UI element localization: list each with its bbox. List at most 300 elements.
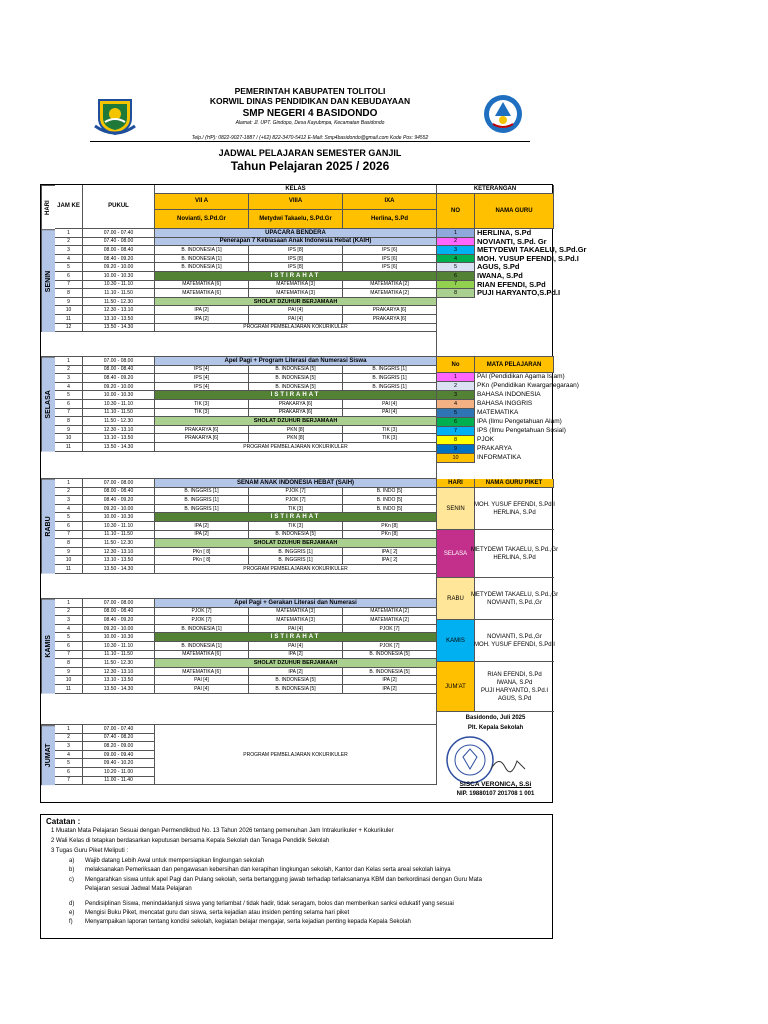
teacher-no: 4	[437, 255, 475, 264]
period-number: 4	[55, 505, 83, 514]
lesson-cell: TIK [3]	[343, 434, 437, 443]
period-time: 10.30 - 11.10	[83, 642, 155, 651]
period-time: 08.00 - 08.40	[83, 488, 155, 497]
piket-teacher: NOVIANTI, S.Pd.,Gr	[487, 633, 542, 640]
lesson-cell: PRAKARYA [6]	[249, 400, 343, 409]
piket-names	[470, 530, 559, 578]
period-time: 08.40 - 09.20	[83, 374, 155, 383]
lesson-cell: IPS [8]	[249, 263, 343, 272]
period-time: 13.10 - 13.50	[83, 676, 155, 685]
note-sub-item: Pendisiplinan Siswa, menindaklanjuti siswa yang terlambat / tidak hadir, tidak seragam, bolos dan memberikan sanksi edukatif yang sesuai	[85, 901, 454, 907]
lesson-cell: B. INGGRIS [1]	[155, 488, 249, 497]
schedule-span-row: ISTIRAHAT	[155, 633, 437, 642]
lesson-cell: B. INDONESIA [5]	[249, 685, 343, 694]
kelas-header: KELAS	[155, 185, 437, 194]
lesson-cell: MATEMATIKA [3]	[249, 616, 343, 625]
period-number: 11	[55, 443, 83, 452]
schedule-span-row: Apel Pagi + Gerakan Literasi dan Numerasi	[155, 599, 437, 608]
lesson-cell: B. INDO [5]	[343, 505, 437, 514]
lesson-cell: PJOK [7]	[343, 642, 437, 651]
government-line: PEMERINTAH KABUPATEN TOLITOLI	[234, 86, 386, 96]
period-time: 10.00 - 10.30	[83, 391, 155, 400]
period-number: 10	[55, 434, 83, 443]
period-time: 11.50 - 12.30	[83, 298, 155, 307]
lesson-cell: IPA [2]	[155, 315, 249, 324]
period-time: 08.40 - 09.20	[83, 255, 155, 264]
lesson-cell: TIK [3]	[249, 505, 343, 514]
lesson-cell: IPS [8]	[249, 255, 343, 264]
lesson-cell: PRAKARYA [6]	[155, 426, 249, 435]
lesson-cell: B. INGGRIS [1]	[249, 556, 343, 565]
period-time: 13.50 - 14.30	[83, 685, 155, 694]
lesson-cell: B. INDONESIA [1]	[155, 642, 249, 651]
day-label-jumat: JUMAT	[41, 725, 55, 785]
teacher-name: NOVIANTI, S.Pd. Gr	[477, 236, 547, 246]
day-separator	[41, 332, 437, 357]
piket-names	[475, 620, 554, 662]
period-number: 2	[55, 488, 83, 497]
period-number: 1	[55, 479, 83, 488]
subject-name: IPA (Ilmu Pengetahuan Alam)	[477, 418, 562, 425]
friday-program: PROGRAM PEMBELAJARAN KOKURIKULER	[155, 725, 437, 785]
period-time: 08.40 - 09.20	[83, 496, 155, 505]
piket-teacher: METYDEWI TAKAELU, S.Pd.,Gr	[470, 546, 559, 553]
notes-title: Catatan :	[46, 817, 81, 826]
period-number: 7	[55, 777, 83, 786]
lesson-cell: B. INDONESIA [5]	[249, 383, 343, 392]
day-separator	[41, 574, 437, 599]
schedule-span-row: UPACARA BENDERA	[155, 229, 437, 238]
schedule-span-row: PROGRAM PEMBELAJARAN KOKURIKULER	[155, 324, 437, 333]
teacher-name: AGUS, S.Pd	[477, 262, 520, 272]
note-sub-item: melaksanakan Pemeriksaan dan pengawasan kebersihan dan kerapihan lingkungan sekolah, Kantor dan Kelas serta areal sekolah lainya	[85, 867, 451, 873]
piket-teacher: NOVIANTI, S.Pd.,Gr	[487, 599, 542, 606]
period-number: 1	[55, 725, 83, 734]
lesson-cell: PKn [ 8]	[155, 548, 249, 557]
lesson-cell: PAI [4]	[343, 400, 437, 409]
teacher-name: RIAN EFENDI, S.Pd	[477, 279, 546, 289]
period-number: 10	[55, 306, 83, 315]
subject-name: INFORMATIKA	[477, 454, 521, 461]
note-sub-item: Menyampaikan laporan tentang kondisi sekolah, kegiatan belajar mengajar, serta kejadian penting kepada Kepala Sekolah	[85, 919, 411, 925]
note-sub-letter: e)	[69, 910, 75, 916]
lesson-cell: B. INDONESIA [1]	[155, 246, 249, 255]
schedule-span-row: ISTIRAHAT	[155, 513, 437, 522]
homeroom-teacher-1: Novianti, S.Pd.Gr	[155, 210, 249, 229]
class-name-2: VIIIA	[249, 194, 343, 210]
period-number: 7	[55, 281, 83, 290]
period-number: 10	[55, 676, 83, 685]
piket-teacher: HERLINA, S.Pd	[493, 509, 536, 516]
note-sub-item: Mengarahkan siswa untuk apel Pagi dan Pulang sekolah, serta bertanggung jawab terhadap terlaksananya KBM dan berkordinasi dengan Guru Mata	[85, 877, 482, 883]
note-item: 1 Muatan Mata Pelajaran Sesuai dengan Permendikbud No. 13 Tahun 2026 tentang pemenuhan Jam Intrakurikuler + Kokurikuler	[51, 828, 394, 834]
period-time: 08.40 - 09.20	[83, 616, 155, 625]
period-number: 9	[55, 668, 83, 677]
letterhead	[90, 86, 530, 142]
period-time: 07.00 - 07.40	[83, 725, 155, 734]
period-number: 2	[55, 366, 83, 375]
period-number: 8	[55, 417, 83, 426]
teacher-no: 1	[437, 229, 475, 238]
signature-scribble-icon	[489, 753, 529, 773]
day-separator	[41, 694, 437, 725]
period-time: 07.40 - 08.00	[83, 238, 155, 247]
period-number: 8	[55, 539, 83, 548]
piket-names	[475, 488, 554, 530]
schedule-span-row: SHOLAT DZUHUR BERJAMAAH	[155, 659, 437, 668]
teacher-name: PUJI HARYANTO,S.Pd.I	[477, 288, 561, 298]
period-time: 07.00 - 07.40	[83, 229, 155, 238]
col-pukul-header: PUKUL	[83, 185, 155, 229]
period-time: 09.20 - 10.00	[83, 383, 155, 392]
subject-name: PAI (Pendidikan Agama Islam)	[477, 373, 565, 380]
note-item: 2 Wali Kelas di tetapkan berdasarkan keputusan bersama Kepala Sekolah dan Tenaga Pendidik Sekolah	[51, 838, 330, 844]
period-number: 3	[55, 374, 83, 383]
teacher-legend-blank	[437, 298, 554, 357]
lesson-cell: PJOK [7]	[249, 488, 343, 497]
teacher-name: METYDEWI TAKAELU, S.Pd.Gr	[477, 245, 587, 255]
subject-name: BAHASA INDONESIA	[477, 391, 541, 398]
period-time: 11.00 - 11.40	[83, 777, 155, 786]
header-divider	[90, 141, 530, 142]
period-number: 11	[55, 565, 83, 574]
subject-no: 4	[437, 400, 475, 409]
period-time: 10.30 - 11.10	[83, 400, 155, 409]
subject-name-header: MATA PELAJARAN	[475, 357, 554, 373]
lesson-cell: IPS [4]	[155, 383, 249, 392]
day-separator	[41, 452, 437, 479]
period-number: 7	[55, 531, 83, 540]
official-stamp-icon	[445, 735, 495, 785]
teacher-no: 5	[437, 263, 475, 272]
school-name: SMP NEGERI 4 BASIDONDO	[242, 108, 378, 119]
period-number: 9	[55, 298, 83, 307]
class-name-3: IXA	[343, 194, 437, 210]
period-number: 12	[55, 324, 83, 333]
period-time: 08.00 - 08.40	[83, 246, 155, 255]
col-hari-header: HARI	[41, 185, 55, 229]
lesson-cell: PJOK [7]	[343, 625, 437, 634]
teacher-no-header: NO	[437, 194, 475, 229]
lesson-cell: MATEMATIKA [6]	[155, 281, 249, 290]
period-number: 5	[55, 391, 83, 400]
subject-no: 6	[437, 418, 475, 427]
lesson-cell: B. INDONESIA [5]	[343, 668, 437, 677]
lesson-cell: TIK [3]	[343, 426, 437, 435]
period-time: 13.10 - 13.50	[83, 434, 155, 443]
piket-teacher: RIAN EFENDI, S.Pd	[487, 671, 542, 678]
teacher-no: 3	[437, 246, 475, 255]
note-sub-letter: c)	[69, 877, 74, 883]
lesson-cell: TIK [3]	[249, 522, 343, 531]
period-time: 09.00 - 09.40	[83, 751, 155, 760]
note-sub-letter: a)	[69, 858, 75, 864]
lesson-cell: MATEMATIKA [2]	[343, 281, 437, 290]
schedule-span-row: ISTIRAHAT	[155, 391, 437, 400]
note-sub-letter: d)	[69, 901, 75, 907]
period-time: 10.00 - 10.30	[83, 633, 155, 642]
period-number: 6	[55, 272, 83, 281]
teacher-name: HERLINA, S.Pd	[477, 228, 532, 237]
piket-teacher: HERLINA, S.Pd	[493, 554, 536, 561]
period-time: 13.50 - 14.30	[83, 324, 155, 333]
schedule-span-row: SHOLAT DZUHUR BERJAMAAH	[155, 417, 437, 426]
period-number: 6	[55, 400, 83, 409]
period-time: 10.00 - 10.30	[83, 513, 155, 522]
lesson-cell: IPS [4]	[155, 374, 249, 383]
subject-no: 3	[437, 391, 475, 400]
period-number: 11	[55, 315, 83, 324]
period-number: 8	[55, 659, 83, 668]
piket-names	[470, 578, 559, 620]
period-number: 10	[55, 556, 83, 565]
subject-no-header: No	[437, 357, 475, 373]
period-time: 11.50 - 12.30	[83, 659, 155, 668]
lesson-cell: PKN [8]	[249, 434, 343, 443]
lesson-cell: PJOK [7]	[155, 608, 249, 617]
subject-name: IPS (Ilmu Pengetahuan Sosial)	[477, 427, 566, 434]
lesson-cell: IPA [ 2]	[343, 548, 437, 557]
period-time: 10.30 - 11.10	[83, 522, 155, 531]
lesson-cell: B. INDONESIA [1]	[155, 263, 249, 272]
lesson-cell: MATEMATIKA [3]	[249, 281, 343, 290]
period-time: 12.30 - 13.10	[83, 668, 155, 677]
period-time: 13.10 - 13.50	[83, 556, 155, 565]
lesson-cell: MATEMATIKA [3]	[249, 289, 343, 298]
piket-teacher: IWANA, S.Pd	[496, 679, 533, 686]
period-number: 6	[55, 768, 83, 777]
subject-name: PJOK	[477, 436, 494, 443]
lesson-cell: IPA [2]	[155, 522, 249, 531]
note-sub-item: Wajib datang Lebih Awal untuk mempersiapkan lingkungan sekolah	[85, 858, 265, 864]
period-number: 5	[55, 263, 83, 272]
lesson-cell: MATEMATIKA [6]	[155, 651, 249, 660]
lesson-cell: TIK [3]	[155, 400, 249, 409]
lesson-cell: PAI [4]	[343, 409, 437, 418]
academic-year: Tahun Pelajaran 2025 / 2026	[230, 159, 390, 173]
piket-day: SENIN	[437, 488, 475, 530]
day-label-senin: SENIN	[41, 229, 55, 332]
lesson-cell: PRAKARYA [6]	[343, 306, 437, 315]
piket-day-header: HARI	[437, 479, 475, 488]
period-number: 7	[55, 409, 83, 418]
teacher-no: 2	[437, 238, 475, 247]
teacher-name-header: NAMA GURU	[475, 194, 554, 229]
school-address: Alamat: Jl. UPT. Gindopo, Desa Kayubmpa, Kecamatan Basidondo	[235, 120, 385, 126]
lesson-cell: MATEMATIKA [2]	[343, 616, 437, 625]
period-number: 4	[55, 751, 83, 760]
lesson-cell: PAI [4]	[155, 685, 249, 694]
teacher-name: IWANA, S.Pd	[477, 271, 523, 280]
lesson-cell: PAI [4]	[155, 676, 249, 685]
lesson-cell: PAI [4]	[249, 642, 343, 651]
period-number: 11	[55, 685, 83, 694]
col-jam-header: JAM KE	[55, 185, 83, 229]
office-line: KORWIL DINAS PENDIDIKAN DAN KEBUDAYAAN	[209, 96, 411, 106]
lesson-cell: IPA [ 2]	[343, 556, 437, 565]
lesson-cell: PAI [4]	[249, 306, 343, 315]
subject-no: 10	[437, 454, 475, 463]
period-number: 2	[55, 238, 83, 247]
period-number: 5	[55, 513, 83, 522]
period-number: 3	[55, 496, 83, 505]
period-number: 4	[55, 383, 83, 392]
schedule-span-row: Apel Pagi + Program Literasi dan Numerasi Siswa	[155, 357, 437, 366]
period-number: 8	[55, 289, 83, 298]
subject-name: PKn (Pendidikan Kwarganegaraan)	[477, 382, 579, 389]
homeroom-teacher-2: Metydwi Takaelu, S.Pd.Gr	[249, 210, 343, 229]
period-number: 4	[55, 625, 83, 634]
period-time: 09.20 - 10.00	[83, 625, 155, 634]
piket-teacher: MOH. YUSUF EFENDI, S.Pd.I	[474, 641, 555, 648]
lesson-cell: PRAKARYA [6]	[343, 315, 437, 324]
period-number: 5	[55, 759, 83, 768]
period-time: 12.30 - 13.10	[83, 426, 155, 435]
lesson-cell: MATEMATIKA [6]	[155, 668, 249, 677]
lesson-cell: B. INDONESIA [5]	[343, 651, 437, 660]
schedule-span-row: SENAM ANAK INDONESIA HEBAT (SAIH)	[155, 479, 437, 488]
lesson-cell: B. INGGRIS [1]	[343, 383, 437, 392]
lesson-cell: B. INGGRIS [1]	[249, 548, 343, 557]
lesson-cell: PKn [8]	[343, 531, 437, 540]
period-number: 1	[55, 229, 83, 238]
keterangan-header: KETERANGAN	[437, 185, 554, 194]
note-sub-letter: f)	[69, 919, 73, 925]
subject-no: 8	[437, 436, 475, 445]
period-time: 11.50 - 12.30	[83, 539, 155, 548]
schedule-span-row: SHOLAT DZUHUR BERJAMAAH	[155, 298, 437, 307]
period-time: 13.10 - 13.50	[83, 315, 155, 324]
subject-no: 9	[437, 445, 475, 454]
schedule-title: JADWAL PELAJARAN SEMESTER GANJIL	[218, 148, 402, 158]
period-time: 11.10 - 11.50	[83, 531, 155, 540]
piket-teacher: PUJI HARYANTO, S.Pd.I	[480, 687, 549, 694]
lesson-cell: B. INDO [5]	[343, 488, 437, 497]
period-time: 10.30 - 11.10	[83, 281, 155, 290]
note-sub-item: Mengisi Buku Piket, mencatat guru dan siswa, serta kejadian atau insiden penting selama hari piket	[85, 910, 350, 916]
period-time: 07.40 - 08.20	[83, 734, 155, 743]
lesson-cell: PJOK [7]	[249, 496, 343, 505]
schedule-span-row: ISTIRAHAT	[155, 272, 437, 281]
lesson-cell: MATEMATIKA [6]	[155, 289, 249, 298]
lesson-cell: B. INGGRIS [1]	[343, 366, 437, 375]
subject-no: 7	[437, 427, 475, 436]
schedule-span-row: Penerapan 7 Kebiasaan Anak Indonesia Hebat (KAIH)	[155, 238, 437, 247]
period-number: 5	[55, 633, 83, 642]
period-time: 12.30 - 13.10	[83, 548, 155, 557]
piket-names	[475, 662, 554, 712]
day-label-rabu: RABU	[41, 479, 55, 574]
period-number: 6	[55, 642, 83, 651]
note-item: 3 Tugas Guru Piket Meliputi :	[51, 848, 129, 854]
lesson-cell: PJOK [7]	[155, 616, 249, 625]
lesson-cell: MATEMATIKA [3]	[249, 608, 343, 617]
lesson-cell: IPS [6]	[343, 263, 437, 272]
lesson-cell: IPA [2]	[249, 651, 343, 660]
lesson-cell: PRAKARYA [6]	[249, 409, 343, 418]
lesson-cell: B. INGGRIS [1]	[155, 496, 249, 505]
subject-no: 2	[437, 382, 475, 391]
lesson-cell: IPA [2]	[343, 676, 437, 685]
lesson-cell: MATEMATIKA [2]	[343, 289, 437, 298]
lesson-cell: B. INDONESIA [5]	[249, 374, 343, 383]
subject-no: 5	[437, 409, 475, 418]
period-time: 11.50 - 12.30	[83, 417, 155, 426]
period-time: 08.00 - 08.40	[83, 366, 155, 375]
note-sub-letter: b)	[69, 867, 75, 873]
school-contact: Telp./ (HP): 0822-9027-1887 / (+62) 822-3470-5412 E-Mail: Smp4basidondo@gmail.com Kode Pos: 94552	[191, 135, 429, 141]
period-number: 2	[55, 734, 83, 743]
period-time: 10.00 - 10.30	[83, 272, 155, 281]
period-number: 4	[55, 255, 83, 264]
period-number: 3	[55, 742, 83, 751]
lesson-cell: B. INDONESIA [5]	[249, 531, 343, 540]
piket-teacher: METYDEWI TAKAELU, S.Pd.,Gr	[470, 591, 559, 598]
subject-name: PRAKARYA	[477, 445, 512, 452]
lesson-cell: PAI [4]	[249, 315, 343, 324]
period-time: 07.00 - 08.00	[83, 599, 155, 608]
period-number: 7	[55, 651, 83, 660]
period-time: 11.10 - 11.50	[83, 409, 155, 418]
note-sub-item-cont: Pelajaran sesuai Jadwal Mata Pelajaran	[85, 886, 192, 892]
period-time: 07.00 - 08.00	[83, 479, 155, 488]
piket-teacher: AGUS, S.Pd	[497, 695, 532, 702]
lesson-cell: IPA [2]	[343, 685, 437, 694]
piket-day: SELASA	[437, 530, 475, 578]
period-number: 6	[55, 522, 83, 531]
period-number: 3	[55, 616, 83, 625]
period-time: 10.20 - 11.00	[83, 768, 155, 777]
lesson-cell: TIK [3]	[155, 409, 249, 418]
teacher-no: 8	[437, 289, 475, 298]
teacher-no: 7	[437, 281, 475, 290]
lesson-cell: B. INDONESIA [1]	[155, 255, 249, 264]
signatory-name: SISCA VERONICA, S.Si	[459, 781, 532, 788]
period-time: 09.20 - 10.00	[83, 263, 155, 272]
period-number: 2	[55, 608, 83, 617]
piket-day: RABU	[437, 578, 475, 620]
lesson-cell: IPA [2]	[155, 306, 249, 315]
piket-day: KAMIS	[437, 620, 475, 662]
lesson-cell: IPA [2]	[249, 668, 343, 677]
piket-teacher: MOH. YUSUF EFENDI, S.Pd.I	[474, 501, 555, 508]
period-time: 08.20 - 09.00	[83, 742, 155, 751]
lesson-cell: MATEMATIKA [2]	[343, 608, 437, 617]
day-label-kamis: KAMIS	[41, 599, 55, 694]
lesson-cell: IPS [8]	[249, 246, 343, 255]
period-time: 09.40 - 10.20	[83, 759, 155, 768]
lesson-cell: IPS [6]	[343, 246, 437, 255]
period-number: 9	[55, 548, 83, 557]
lesson-cell: B. INGGRIS [1]	[343, 374, 437, 383]
period-number: 1	[55, 599, 83, 608]
period-time: 09.20 - 10.00	[83, 505, 155, 514]
lesson-cell: B. INDONESIA [5]	[249, 366, 343, 375]
lesson-cell: B. INGGRIS [1]	[155, 505, 249, 514]
schedule-span-row: SHOLAT DZUHUR BERJAMAAH	[155, 539, 437, 548]
lesson-cell: B. INDONESIA [1]	[155, 625, 249, 634]
schedule-table	[40, 184, 587, 803]
piket-day: JUM'AT	[437, 662, 475, 712]
period-number: 3	[55, 246, 83, 255]
class-name-1: VII A	[155, 194, 249, 210]
lesson-cell: B. INDONESIA [5]	[249, 676, 343, 685]
lesson-cell: PKN [8]	[249, 426, 343, 435]
period-number: 1	[55, 357, 83, 366]
period-number: 9	[55, 426, 83, 435]
lesson-cell: PKn [ 8]	[155, 556, 249, 565]
lesson-cell: PKn [8]	[343, 522, 437, 531]
